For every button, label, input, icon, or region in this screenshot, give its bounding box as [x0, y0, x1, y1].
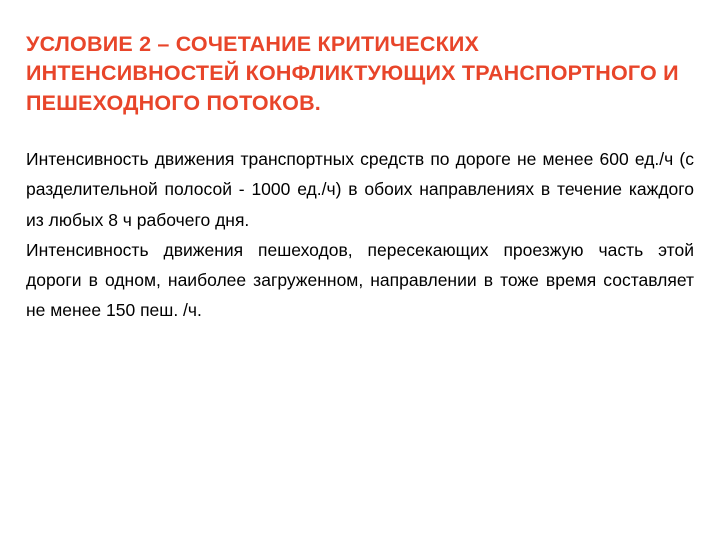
body-paragraph-2: Интенсивность движения пешеходов, пересекающих проезжую часть этой дороги в одном, наиболее загруженном, направлении в тоже время составляет не менее 150 пеш. /ч.: [26, 239, 694, 320]
page-title: УСЛОВИЕ 2 – СОЧЕТАНИЕ КРИТИЧЕСКИХ ИНТЕНСИВНОСТЕЙ КОНФЛИКТУЮЩИХ ТРАНСПОРТНОГО И ПЕШЕХОДНОГО ПОТОКОВ.: [26, 32, 679, 115]
body-paragraph-1: Интенсивность движения транспортных средств по дороге не менее 600 ед./ч (с разделительной полосой - 1000 ед./ч) в обоих направлениях в течение каждого из любых 8 ч рабочего дня.: [26, 149, 694, 230]
slide-body: [26, 144, 694, 325]
